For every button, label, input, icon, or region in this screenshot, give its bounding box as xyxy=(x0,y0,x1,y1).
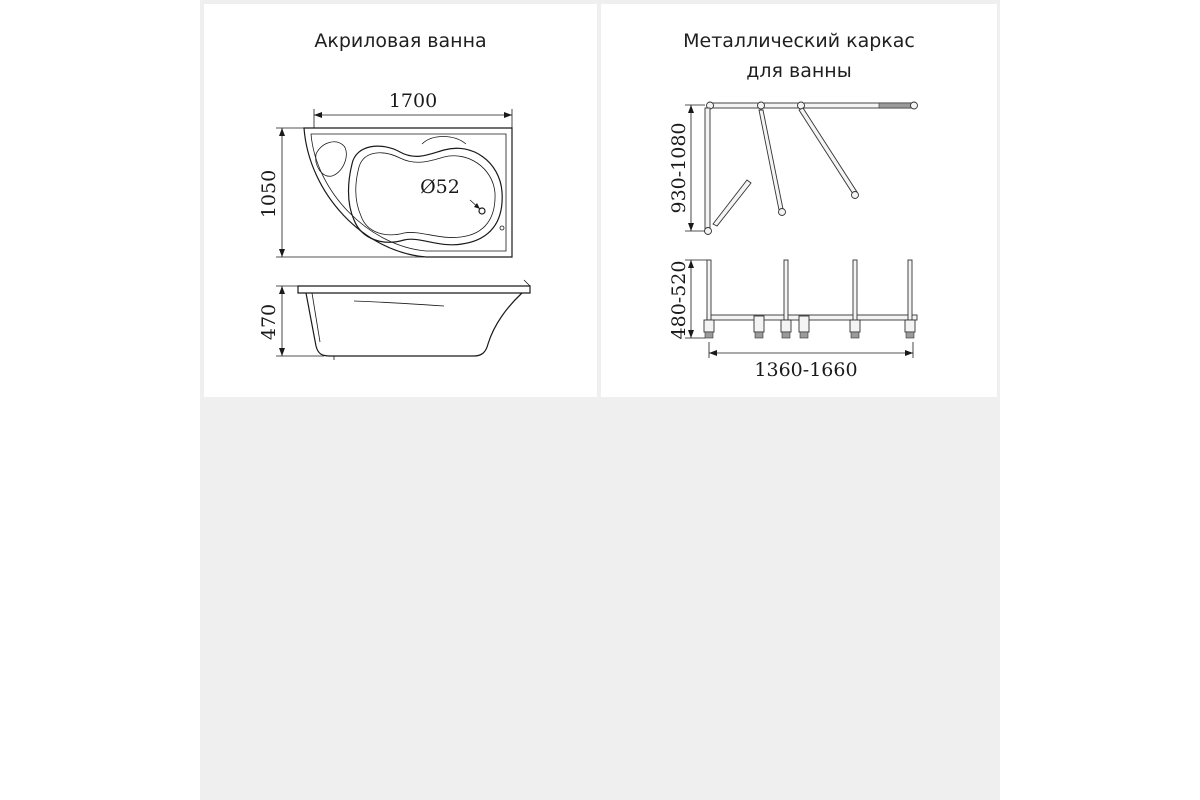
leg-height-dimension xyxy=(668,260,707,339)
leg-height-value: 480-520 xyxy=(668,260,690,340)
metal-frame-title-line2: для ванны xyxy=(746,60,852,82)
width-value: 1050 xyxy=(258,169,280,219)
frame-top-view xyxy=(705,102,918,235)
frame-side-view xyxy=(704,260,917,338)
acrylic-bath-panel xyxy=(204,4,597,397)
frame-length-value: 1360-1660 xyxy=(754,359,858,381)
frame-height-value: 930-1080 xyxy=(668,122,690,214)
length-dimension xyxy=(314,90,512,128)
acrylic-bath-drawing xyxy=(204,4,597,397)
frame-length-dimension xyxy=(709,342,913,381)
bath-side-view xyxy=(298,280,530,360)
bath-top-view xyxy=(304,128,512,257)
width-dimension xyxy=(258,128,424,257)
drain-diameter-value: Ø52 xyxy=(420,176,460,198)
metal-frame-drawing xyxy=(601,4,997,397)
frame-height-dimension xyxy=(668,105,705,231)
length-value: 1700 xyxy=(388,90,438,112)
acrylic-bath-title-text: Акриловая ванна xyxy=(314,30,487,52)
metal-frame-panel xyxy=(601,4,997,397)
height-value: 470 xyxy=(258,303,280,341)
height-dimension xyxy=(258,286,324,356)
metal-frame-title-line1: Металлический каркас xyxy=(683,30,915,52)
